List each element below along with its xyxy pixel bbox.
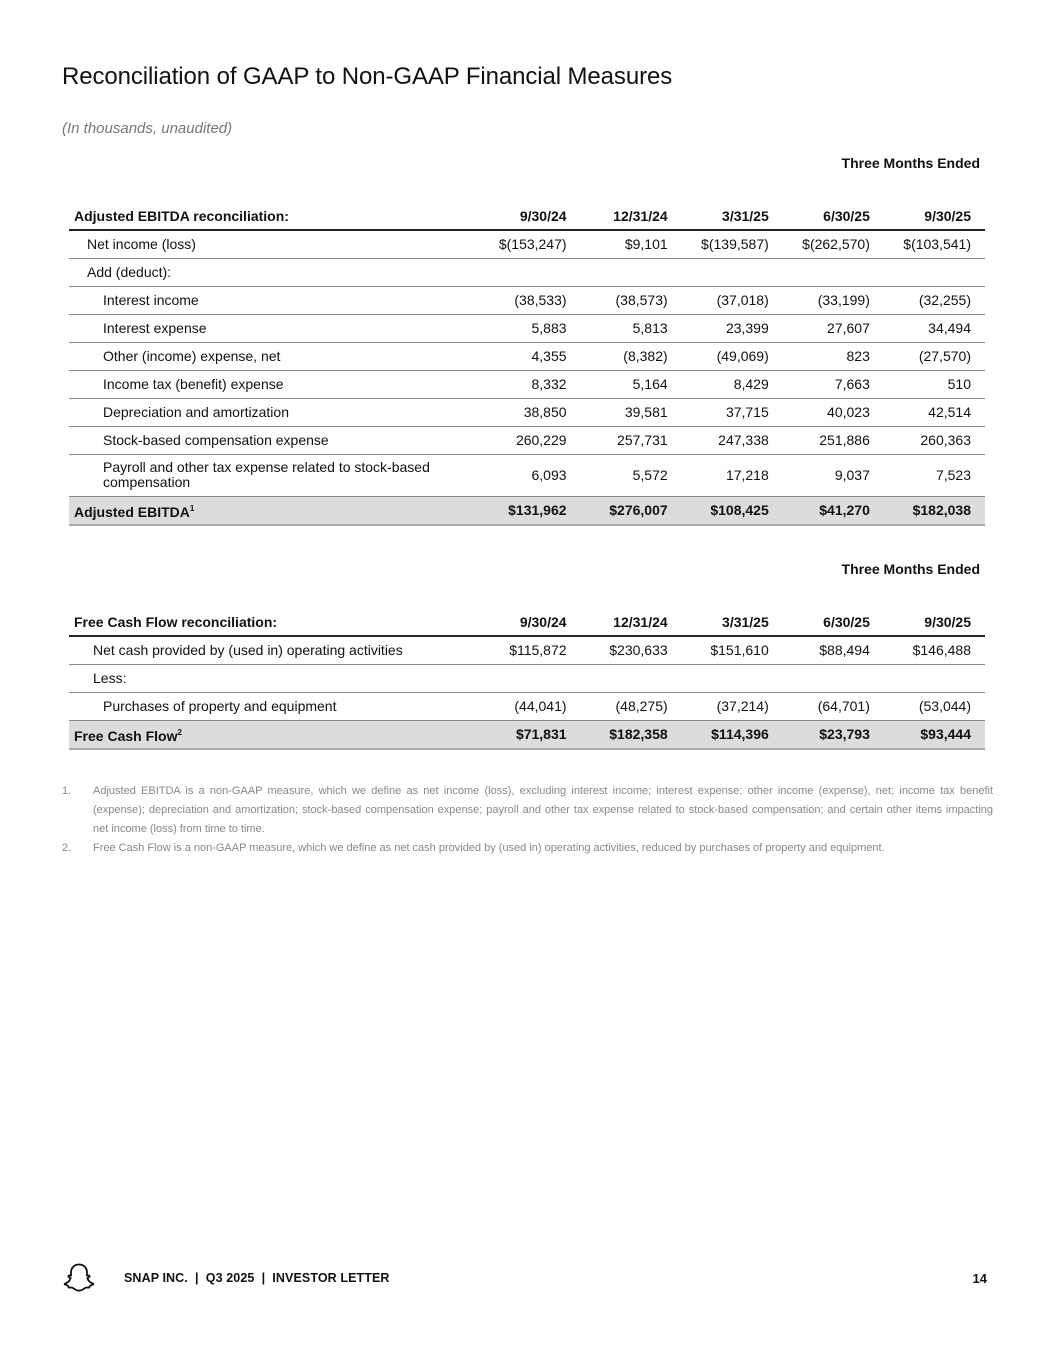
cell-value: 17,218 — [682, 454, 783, 496]
cell-value — [479, 258, 580, 286]
total-row — [69, 720, 985, 749]
footnote-number: 1. — [62, 785, 72, 797]
table-row — [69, 692, 985, 720]
cell-value: 257,731 — [581, 426, 682, 454]
cell-value: 37,715 — [682, 398, 783, 426]
table-header-row — [69, 608, 985, 636]
column-header: 9/30/24 — [519, 207, 567, 224]
cell-value: 5,813 — [581, 314, 682, 342]
cell-value: 4,355 — [479, 342, 580, 370]
table-row — [69, 230, 985, 258]
column-header: 9/30/25 — [924, 613, 971, 630]
cell-value: $151,610 — [682, 636, 783, 664]
cell-value: (32,255) — [884, 286, 985, 314]
cell-value: 247,338 — [682, 426, 783, 454]
page-subtitle: (In thousands, unaudited) — [62, 120, 233, 137]
cell-value: 40,023 — [783, 398, 884, 426]
table-row — [69, 664, 985, 692]
row-label: Stock-based compensation expense — [69, 426, 479, 454]
column-header: 9/30/24 — [519, 613, 567, 630]
table-row — [69, 426, 985, 454]
table-header-row — [69, 202, 985, 230]
total-row — [69, 496, 985, 525]
footnote-number: 2. — [62, 842, 72, 854]
table-row — [69, 286, 985, 314]
table-row — [69, 636, 985, 664]
cell-value: 39,581 — [581, 398, 682, 426]
cell-value: 38,850 — [479, 398, 580, 426]
cell-value: 27,607 — [783, 314, 884, 342]
cell-value: $9,101 — [581, 230, 682, 258]
row-label: Net cash provided by (used in) operating activities — [69, 636, 479, 664]
cell-value: (33,199) — [783, 286, 884, 314]
cell-value: (49,069) — [682, 342, 783, 370]
cell-value — [581, 664, 682, 692]
total-value: $41,270 — [783, 496, 884, 525]
column-header: 3/31/25 — [722, 207, 769, 224]
cell-value — [884, 258, 985, 286]
cell-value: 34,494 — [884, 314, 985, 342]
column-header: 3/31/25 — [722, 613, 769, 630]
total-value: $23,793 — [783, 720, 884, 749]
cell-value: 23,399 — [682, 314, 783, 342]
row-label: Interest expense — [69, 314, 479, 342]
cell-value: (37,214) — [682, 692, 783, 720]
total-value: $276,007 — [581, 496, 682, 525]
cell-value: 6,093 — [479, 454, 580, 496]
total-value: $182,358 — [581, 720, 682, 749]
snapchat-ghost-icon — [62, 1262, 96, 1294]
cell-value: 8,332 — [479, 370, 580, 398]
footnote-text: Free Cash Flow is a non-GAAP measure, which we define as net cash provided by (used in) operating activities, reduced by purchases of property and equipment. — [93, 842, 885, 854]
column-header: 6/30/25 — [823, 613, 870, 630]
cell-value: $(139,587) — [682, 230, 783, 258]
table-row — [69, 258, 985, 286]
footnote-text: Adjusted EBITDA is a non-GAAP measure, which we define as net income (loss), excluding interest income; interest expense; other income (expense), net; income tax benefit (expense); depreciation and amortization; stock-based compensation expense; payroll and other tax expense related to stock-based compensation; and certain other items impacting net income (loss) from time to time. — [93, 785, 993, 835]
cell-value — [884, 664, 985, 692]
total-label — [69, 496, 479, 525]
cell-value — [682, 258, 783, 286]
cell-value: 5,883 — [479, 314, 580, 342]
row-label: Payroll and other tax expense related to stock-based compensation — [69, 454, 479, 496]
table-header-label: Free Cash Flow reconciliation: — [74, 613, 278, 630]
cell-value: (38,573) — [581, 286, 682, 314]
page-title: Reconciliation of GAAP to Non-GAAP Financial Measures — [62, 63, 673, 90]
cell-value — [581, 258, 682, 286]
table-row — [69, 370, 985, 398]
cell-value — [783, 258, 884, 286]
footnote-item — [62, 839, 993, 858]
table-row — [69, 398, 985, 426]
row-label: Less: — [69, 664, 479, 692]
cell-value — [682, 664, 783, 692]
total-value: $93,444 — [884, 720, 985, 749]
cell-value: 9,037 — [783, 454, 884, 496]
total-value: $108,425 — [682, 496, 783, 525]
cell-value: 510 — [884, 370, 985, 398]
period-label: Three Months Ended — [841, 155, 980, 171]
column-header: 12/31/24 — [613, 613, 668, 630]
table-row — [69, 342, 985, 370]
cell-value: $115,872 — [479, 636, 580, 664]
total-label-text: Adjusted EBITDA — [74, 503, 190, 520]
footnote-ref: 1 — [189, 503, 195, 513]
footnotes — [62, 782, 993, 858]
cell-value: $(153,247) — [479, 230, 580, 258]
cell-value: 7,663 — [783, 370, 884, 398]
total-label — [69, 720, 479, 749]
row-label: Interest income — [69, 286, 479, 314]
footer-text: SNAP INC. | Q3 2025 | INVESTOR LETTER — [124, 1271, 390, 1285]
row-label: Net income (loss) — [69, 230, 479, 258]
cell-value: $88,494 — [783, 636, 884, 664]
table-row — [69, 314, 985, 342]
row-label: Purchases of property and equipment — [69, 692, 479, 720]
table-header-label: Adjusted EBITDA reconciliation: — [74, 207, 289, 224]
cell-value: 42,514 — [884, 398, 985, 426]
period-label: Three Months Ended — [841, 561, 980, 577]
total-value: $182,038 — [884, 496, 985, 525]
column-header: 12/31/24 — [613, 207, 668, 224]
column-header: 6/30/25 — [823, 207, 870, 224]
cell-value: (38,533) — [479, 286, 580, 314]
cell-value: (48,275) — [581, 692, 682, 720]
footnote-ref: 2 — [177, 727, 182, 737]
cell-value: 251,886 — [783, 426, 884, 454]
cell-value: (37,018) — [682, 286, 783, 314]
cell-value: (8,382) — [581, 342, 682, 370]
cell-value: 260,229 — [479, 426, 580, 454]
cell-value: $(103,541) — [884, 230, 985, 258]
page-number: 14 — [972, 1270, 987, 1286]
cell-value: (44,041) — [479, 692, 580, 720]
total-value: $114,396 — [682, 720, 783, 749]
cell-value: 823 — [783, 342, 884, 370]
row-label: Income tax (benefit) expense — [69, 370, 479, 398]
row-label: Depreciation and amortization — [69, 398, 479, 426]
cell-value: 260,363 — [884, 426, 985, 454]
cell-value: $146,488 — [884, 636, 985, 664]
cell-value — [479, 664, 580, 692]
footnote-item — [62, 782, 993, 839]
cell-value: 5,572 — [581, 454, 682, 496]
total-label-text: Free Cash Flow — [74, 727, 178, 744]
cell-value: 7,523 — [884, 454, 985, 496]
row-label: Other (income) expense, net — [69, 342, 479, 370]
cell-value: (27,570) — [884, 342, 985, 370]
table-row — [69, 454, 985, 496]
cell-value: 5,164 — [581, 370, 682, 398]
column-header: 9/30/25 — [924, 207, 971, 224]
row-label: Add (deduct): — [69, 258, 479, 286]
page-footer — [62, 1262, 987, 1294]
cell-value: 8,429 — [682, 370, 783, 398]
free-cash-flow-table — [69, 561, 985, 750]
cell-value: (53,044) — [884, 692, 985, 720]
cell-value: $(262,570) — [783, 230, 884, 258]
cell-value: $230,633 — [581, 636, 682, 664]
adjusted-ebitda-table — [69, 155, 985, 526]
total-value: $131,962 — [479, 496, 580, 525]
cell-value: (64,701) — [783, 692, 884, 720]
cell-value — [783, 664, 884, 692]
total-value: $71,831 — [479, 720, 580, 749]
